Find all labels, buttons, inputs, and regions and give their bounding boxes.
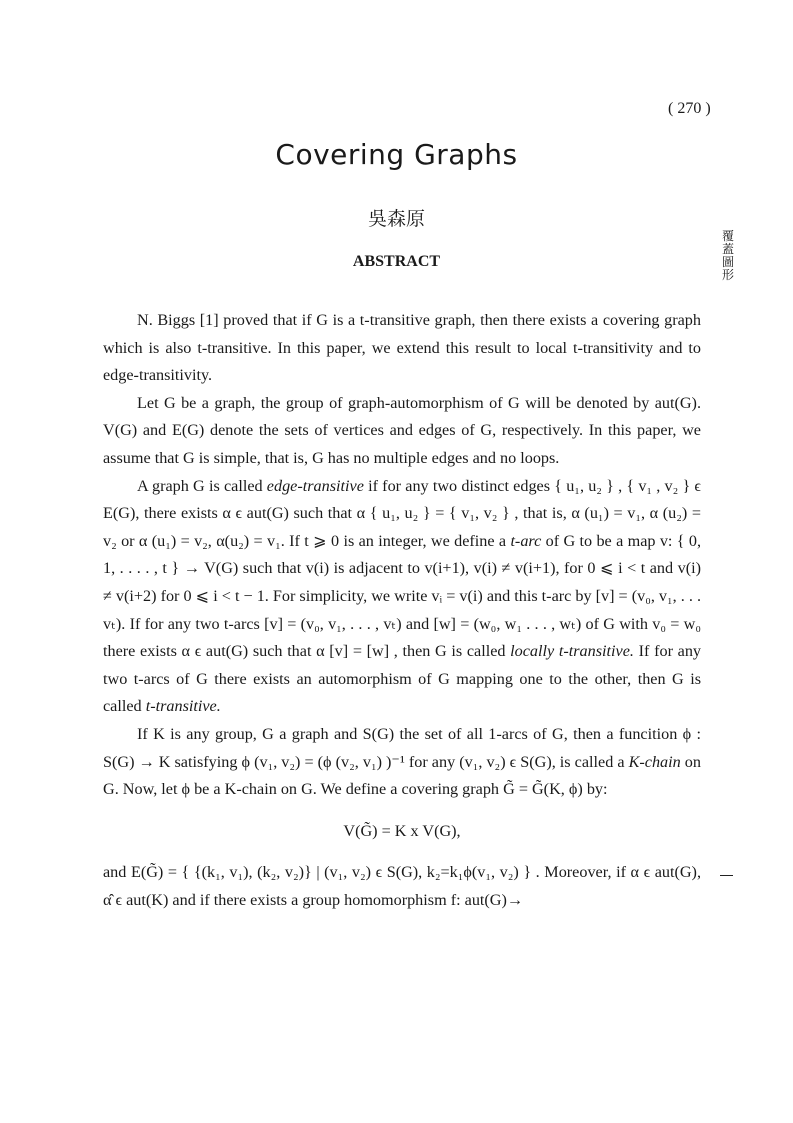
term-locally-t-transitive: locally t-transitive. <box>510 642 634 661</box>
text-run: A graph G is called <box>137 476 267 495</box>
side-label-vertical <box>720 230 736 282</box>
side-char: 形 <box>721 268 734 282</box>
paper-title: Covering Graphs <box>275 138 518 171</box>
paragraph-edges: and E(G̃) = { {(k₁, v₁), (k₂, v₂)} | (v₁, v₂) ϵ S(G), k₂=k₁ϕ(v₁, v₂) } . Moreover, if α ϵ aut(G), α̂ ϵ aut(K) and if there exists a group homomorphism f: aut(G)→ <box>103 863 701 909</box>
term-t-transitive: t-transitive. <box>145 697 221 716</box>
term-t-arc: t-arc <box>510 531 542 550</box>
text-run: of G to be a map v: { 0, 1, . . . . , t } → V(G) such that v(i) is adjacent to v(i+1), v(i) ≠ v(i+1), for 0 ⩽ i < t and v(i) ≠ v(i+2) for 0 ⩽ i < t − 1. For simplicity, we write vᵢ = v(i) and this t-arc by [v] = (v₀, v₁, . . . vₜ). If for any two t-arcs [v] = (v₀, v₁, . . . , vₜ) and [w] = (w₀, w₁ . . . , wₜ) of G with v₀ = w₀ there exists α ϵ aut(G) such that α [v] = [w] , then G is called <box>103 531 702 661</box>
author-name: 吳森原 <box>367 208 425 230</box>
side-char: 蓋 <box>721 242 734 256</box>
text-run: If K is any group, G a graph and S(G) the set of all 1-arcs of G, then a funcition ϕ : S(G) → K satisfying ϕ (v₁, v₂) = (ϕ (v₂, v₁) )⁻¹ for any (v₁, v₂) ϵ S(G), is called a <box>103 724 701 771</box>
text-run: if for any two distinct edges { u₁, u₂ } , { v₁ , v₂ } ϵ E(G), there exists α ϵ aut(G) such that α { u₁, u₂ } = { v₁, v₂ } , that is, α (u₁) = v₁, α (u₂) = v₂ or α (u₁) = v₂, α(u₂) = v₁. If t ⩾ 0 is an integer, we define a <box>103 476 701 550</box>
side-char: 覆 <box>721 229 734 243</box>
paragraph-transitivity <box>103 473 701 721</box>
display-equation: V(G̃) = K x V(G), <box>343 821 461 840</box>
paragraph-intro: N. Biggs [1] proved that if G is a t-transitive graph, then there exists a covering graph which is also t-transitive. In this paper, we extend this result to local t-transitivity and to edge-transitivity. <box>103 311 701 385</box>
term-edge-transitive: edge-transitive <box>266 476 364 495</box>
text-run: If for any two t-arcs of G there exists an automorphism of G mapping one to the other, then G is called <box>103 642 702 716</box>
side-char: 圖 <box>721 255 734 269</box>
abstract-body <box>103 307 701 914</box>
page-number: ( 270 ) <box>668 100 711 117</box>
text-run: on G. Now, let ϕ be a K-chain on G. We define a covering graph G̃ = G̃(K, ϕ) by: <box>103 752 701 799</box>
term-k-chain: K-chain <box>628 752 681 771</box>
paragraph-k-chain <box>103 721 701 804</box>
margin-mark <box>720 875 733 876</box>
abstract-heading: ABSTRACT <box>352 253 441 270</box>
paragraph-definitions: Let G be a graph, the group of graph-automorphism of G will be denoted by aut(G). V(G) and E(G) denote the sets of vertices and edges of G, respectively. In this paper, we assume that G is simple, that is, G has no multiple edges and no loops. <box>103 393 701 467</box>
